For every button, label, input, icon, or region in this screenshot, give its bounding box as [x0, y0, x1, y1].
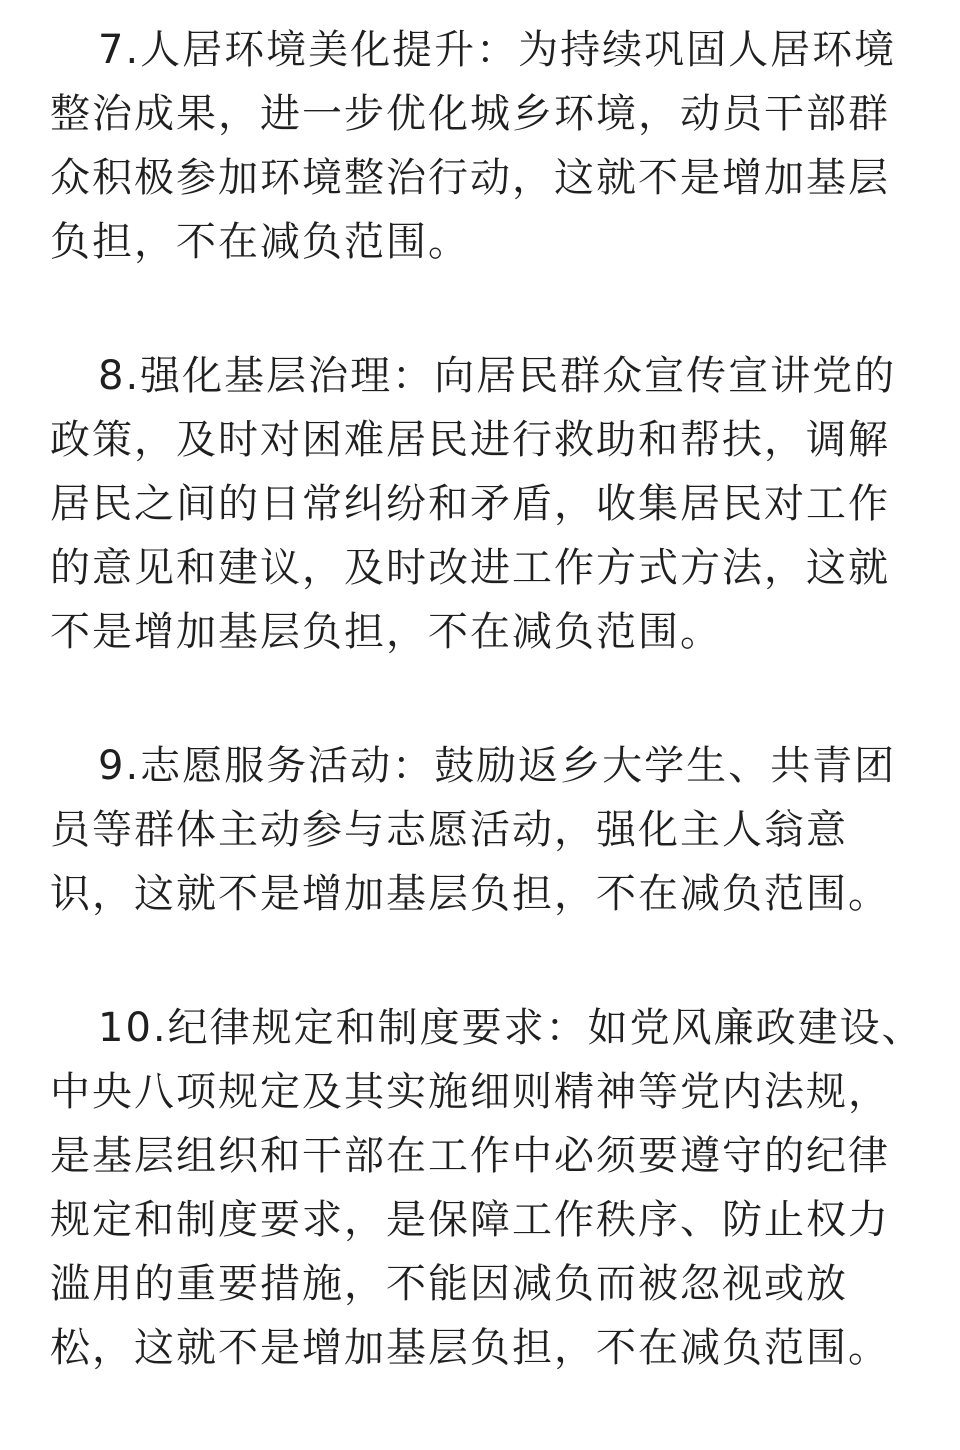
text-line: 员等群体主动参与志愿活动，强化主人翁意 [50, 807, 848, 853]
text-line: 不是增加基层负担，不在减负范围。 [50, 609, 722, 655]
text-line: 的意见和建议，及时改进工作方式方法，这就 [50, 545, 890, 591]
text-line: 滥用的重要措施，不能因减负而被忽视或放 [50, 1261, 848, 1307]
text-line: 政策，及时对困难居民进行救助和帮扶，调解 [50, 417, 890, 463]
text-line: 识，这就不是增加基层负担，不在减负范围。 [50, 871, 890, 917]
text-line: 规定和制度要求，是保障工作秩序、防止权力 [50, 1197, 890, 1243]
text-line: 整治成果，进一步优化城乡环境，动员干部群 [50, 91, 890, 137]
text-line: 中央八项规定及其实施细则精神等党内法规， [50, 1069, 890, 1115]
paragraph-item-10 [50, 996, 924, 1380]
paragraph-item-9 [50, 734, 920, 926]
text-line: 7.人居环境美化提升：为持续巩固人居环境 [98, 27, 897, 73]
text-line: 是基层组织和干部在工作中必须要遵守的纪律 [50, 1133, 890, 1179]
text-line: 负担，不在减负范围。 [50, 219, 470, 265]
paragraph-item-7 [50, 18, 920, 274]
text-line: 居民之间的日常纠纷和矛盾，收集居民对工作 [50, 481, 890, 527]
text-line: 10.纪律规定和制度要求：如党风廉政建设、 [98, 1005, 924, 1051]
text-line: 松，这就不是增加基层负担，不在减负范围。 [50, 1325, 890, 1371]
article-body [50, 18, 924, 1450]
text-line: 8.强化基层治理：向居民群众宣传宣讲党的 [98, 353, 897, 399]
text-line: 众积极参加环境整治行动，这就不是增加基层 [50, 155, 890, 201]
paragraph-item-8 [50, 344, 920, 664]
text-line: 9.志愿服务活动：鼓励返乡大学生、共青团 [98, 743, 897, 789]
